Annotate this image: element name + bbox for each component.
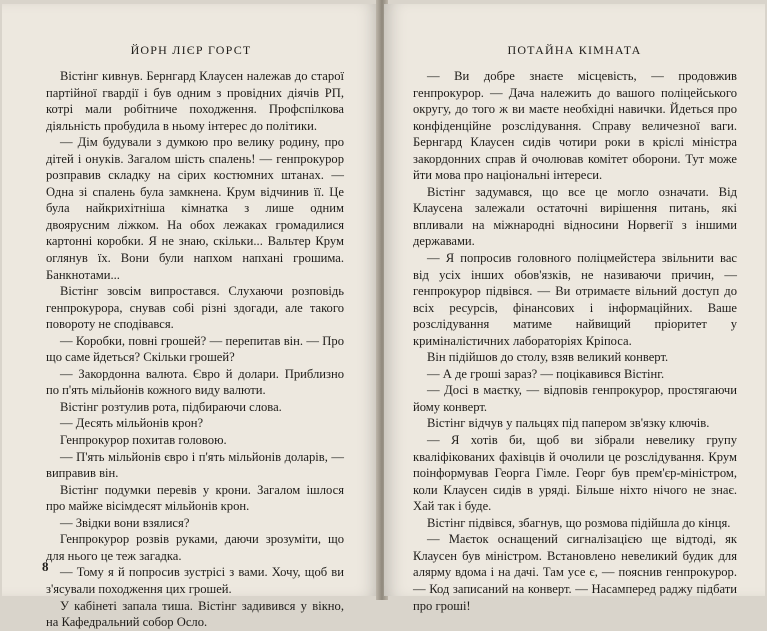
paragraph: Він підійшов до столу, взяв великий конверт. <box>427 350 669 365</box>
left-page <box>2 4 380 630</box>
paragraph: Вістінг розтулив рота, підбираючи слова. <box>60 399 282 414</box>
paragraph: — П'ять мільйонів євро і п'ять мільйонів доларів, — виправив він. <box>46 449 344 481</box>
paragraph: — Тому я й попросив зустрісі з вами. Хочу, щоб ви з'ясували походження цих грошей. <box>46 565 344 596</box>
left-page-text <box>46 68 344 631</box>
right-running-header: ПОТАЙНА КІМНАТА <box>507 43 642 57</box>
paragraph: У кабінеті запала тиша. Вістінг задивився у вікно, на Кафедральний собор Осло. <box>46 598 344 630</box>
paragraph: — А де гроші зараз? — поцікавився Вістінг. <box>427 366 665 381</box>
paragraph: — Коробки, повні грошей? — перепитав він. — Про що саме йдеться? Скільки грошей? <box>46 333 344 365</box>
paragraph: Вістінг задумався, що все це могло означати. Від Клаусена залежали остаточні вирішення питань, які впливали на міжнародні відносини Норвегії з іншими державами. <box>413 184 737 249</box>
paragraph: Генпрокурор похитав головою. <box>60 433 227 448</box>
paragraph: — Я попросив головного поліцмейстера звільнити вас від усіх інших обов'язків, не називаючи причин, — генпрокурор підвівся. — Ви отримаєте вільний доступ до всіх ресурсів, фінансових і інформаційних. Ваше розслідування матиме найвищий пріоритет у криміналістичних лабораторіях Кріпоса. <box>413 251 737 348</box>
left-running-header: ЙОРН ЛІЄР ГОРСТ <box>130 43 252 57</box>
paragraph: — Десять мільйонів крон? <box>60 416 204 431</box>
paragraph: — Звідки вони взялися? <box>60 515 190 530</box>
paragraph: — Дім будували з думкою про велику родину, про дітей і онуків. Загалом шість спалень! — генпрокурор розправив складку на сірих костюмних штанах. — Одна зі спалень була замкнена. Крум відчинив її. Це була найкрихітніша кімнатка з лише одним двоярусним ліжком. На обох лежаках громадилися картонні коробки. Я не знаю, скільки... Вальтер Крум оглянув їх. Вони були напхом напхані грошима. Банкнотами... <box>46 135 344 282</box>
page-number: 8 <box>42 559 49 574</box>
paragraph: Вістінг підвівся, збагнув, що розмова підійшла до кінця. <box>427 515 731 530</box>
paragraph: Вістінг кивнув. Бернгард Клаусен належав до старої партійної гвардії і був одним з провідних діячів РП, котрі мали робітниче походження. Профспілкова діяльність пробудила в ньому інтерес до політики. <box>46 69 344 133</box>
paragraph: — Маєток оснащений сигналізацією ще відтоді, як Клаусен був міністром. Встановлено невеликий будик для алярму вдома і на дачі. Там усе є, — пояснив генпрокурор. — Код записаний на конверт. — Насамперед раджу підбати про гроші! <box>413 532 737 613</box>
paragraph: — Ви добре знаєте місцевість, — продовжив генпрокурор. — Дача належить до вашого поліцейського округу, до того ж ви маєте необхідні навички. Йдеться про конфіденційне розслідування. Справу величезної ваги. Бернгард Клаусен сидів чотири роки в кріслі міністра закордонних справ й очолював комітет оборони. Тут може йти мова про національні інтереси. <box>413 69 737 183</box>
paragraph: Вістінг зовсім випростався. Слухаючи розповідь генпрокурора, снував собі різні здогади, але такого повороту не сподівався. <box>46 284 344 332</box>
paragraph: Вістінг відчув у пальцях під папером зв'язку ключів. <box>427 416 710 431</box>
right-page <box>384 4 765 613</box>
paragraph: — Досі в маєтку, — відповів генпрокурор, простягаючи йому конверт. <box>413 383 737 414</box>
paragraph: — Я хотів би, щоб ви зібрали невелику групу кваліфікованих фахівців й очолили це розслідування. Крум поінформував Георга Гімле. Георг був прем'єр-міністром, коли Клаусен сидів в уряді. Більше ніхто нічого не знає. Хай так і буде. <box>413 433 737 514</box>
paragraph: — Закордонна валюта. Євро й долари. Приблизно по п'ять мільйонів кожного виду валюти. <box>46 366 344 398</box>
right-page-text <box>413 68 737 614</box>
paragraph: Генпрокурор розвів руками, даючи зрозуміти, що для нього це теж загадка. <box>46 532 344 563</box>
paragraph: Вістінг подумки перевів у крони. Загалом ішлося про майже вісімдесят мільйонів крон. <box>46 482 344 514</box>
